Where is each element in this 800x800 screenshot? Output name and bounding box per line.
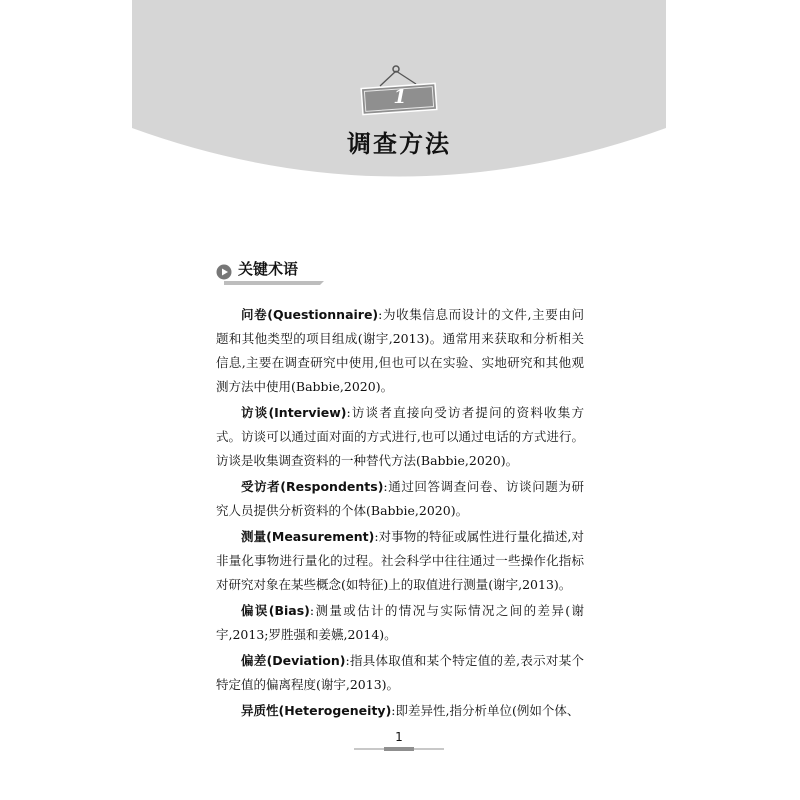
term-name: 问卷(Questionnaire) xyxy=(241,307,379,322)
term-name: 受访者(Respondents) xyxy=(241,479,384,494)
term-name: 测量(Measurement) xyxy=(241,529,375,544)
term-definition: :对事物的特征或属性进行量化描述,对非量化事物进行量化的过程。社会科学中往往通过一些操作化指标对研究对象在某些概念(如特征)上的取值进行测量(谢宇,2013)。 xyxy=(216,529,584,592)
term-entry xyxy=(216,303,584,399)
chapter-title: 调查方法 xyxy=(347,130,451,158)
term-definition: :为收集信息而设计的文件,主要由问题和其他类型的项目组成(谢宇,2013)。通常用来获取和分析相关信息,主要在调查研究中使用,但也可以在实验、实地研究和其他观测方法中使用(Babbie,2020)。 xyxy=(216,307,584,394)
term-entry xyxy=(216,401,584,473)
footer-rule xyxy=(354,746,444,752)
term-entry xyxy=(216,699,584,723)
term-name: 访谈(Interview) xyxy=(241,405,347,420)
term-entry xyxy=(216,475,584,523)
page-footer xyxy=(132,730,666,752)
term-name: 异质性(Heterogeneity) xyxy=(241,703,392,718)
page-number: 1 xyxy=(395,730,403,744)
section-underline xyxy=(216,280,326,286)
term-entry xyxy=(216,525,584,597)
section-heading xyxy=(216,256,396,286)
term-definition: :测量或估计的情况与实际情况之间的差异(谢宇,2013;罗胜强和姜嬿,2014)。 xyxy=(216,603,584,642)
term-name: 偏差(Deviation) xyxy=(241,653,346,668)
book-page xyxy=(132,0,666,800)
term-entry xyxy=(216,649,584,697)
term-definition: :指具体取值和某个特定值的差,表示对某个特定值的偏离程度(谢宇,2013)。 xyxy=(216,653,584,692)
term-definition: :通过回答调查问卷、访谈问题为研究人员提供分析资料的个体(Babbie,2020)。 xyxy=(216,479,584,518)
play-arrow-icon xyxy=(216,264,232,280)
section-title: 关键术语 xyxy=(238,260,299,278)
term-name: 偏误(Bias) xyxy=(241,603,310,618)
chapter-number: 1 xyxy=(393,86,407,108)
term-entry xyxy=(216,599,584,647)
term-definition: :即差异性,指分析单位(例如个体、 xyxy=(391,703,580,718)
term-definition: :访谈者直接向受访者提问的资料收集方式。访谈可以通过面对面的方式进行,也可以通过电话的方式进行。访谈是收集调查资料的一种替代方法(Babbie,2020)。 xyxy=(216,405,584,468)
glossary-body xyxy=(216,303,584,725)
